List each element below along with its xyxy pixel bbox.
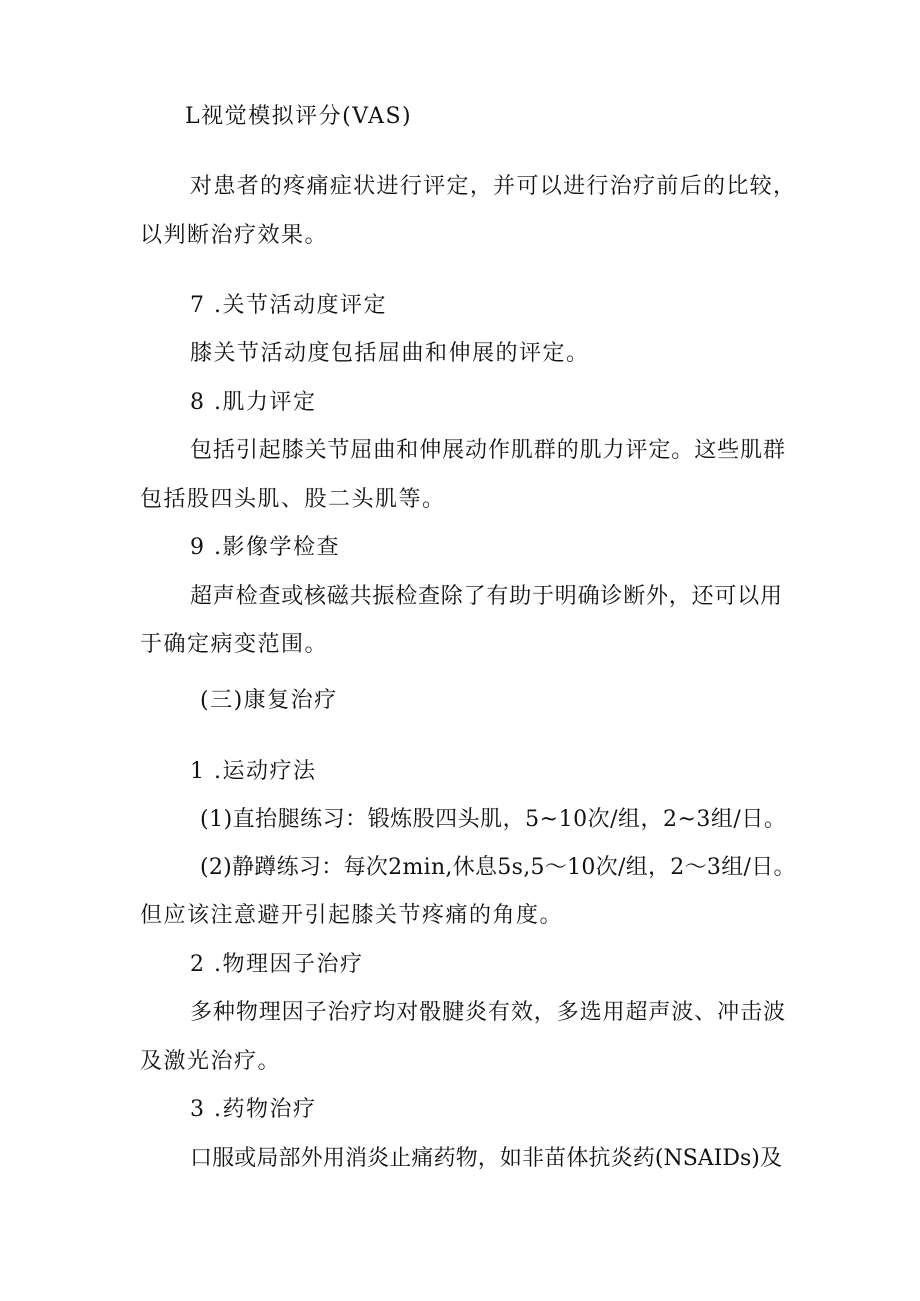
item7-body: 膝关节活动度包括屈曲和伸展的评定。 (190, 341, 590, 366)
vas-heading: L视觉模拟评分(VAS) (185, 104, 413, 129)
item7-heading: 7 .关节活动度评定 (190, 293, 387, 318)
therapy1-item-2-line-2: 但应该注意避开引起膝关节疼痛的角度。 (140, 903, 564, 928)
therapy2-body-line-2: 及激光治疗。 (140, 1049, 282, 1074)
item8-body-line-1: 包括引起膝关节屈曲和伸展动作肌群的肌力评定。这些肌群 (190, 438, 785, 463)
item9-body-line-2: 于确定病变范围。 (140, 632, 329, 657)
item8-heading: 8 .肌力评定 (190, 390, 317, 415)
vas-body-line-1: 对患者的疼痛症状进行评定，并可以进行治疗前后的比较， (190, 174, 795, 199)
therapy3-heading: 3 .药物治疗 (190, 1097, 317, 1122)
therapy1-item-2-line-1: (2)静蹲练习：每次2min,休息5s,5～10次/组，2～3组/日。 (200, 855, 796, 880)
item8-body-line-2: 包括股四头肌、股二头肌等。 (140, 487, 446, 512)
item9-heading: 9 .影像学检查 (190, 535, 340, 560)
vas-body-line-2: 以判断治疗效果。 (140, 223, 329, 248)
therapy3-body-line-1: 口服或局部外用消炎止痛药物，如非苗体抗炎药(NSAIDs)及 (190, 1146, 782, 1171)
item9-body-line-1: 超声检查或核磁共振检查除了有助于明确诊断外，还可以用 (190, 584, 782, 609)
therapy2-heading: 2 .物理因子治疗 (190, 952, 364, 977)
therapy1-heading: 1 .运动疗法 (190, 759, 317, 784)
therapy1-item-1: (1)直抬腿练习：锻炼股四头肌，5~10次/组，2~3组/日。 (200, 807, 787, 832)
therapy2-body-line-1: 多种物理因子治疗均对骰腱炎有效，多选用超声波、冲击波 (190, 1000, 785, 1025)
section-3-heading: (三)康复治疗 (200, 688, 338, 713)
